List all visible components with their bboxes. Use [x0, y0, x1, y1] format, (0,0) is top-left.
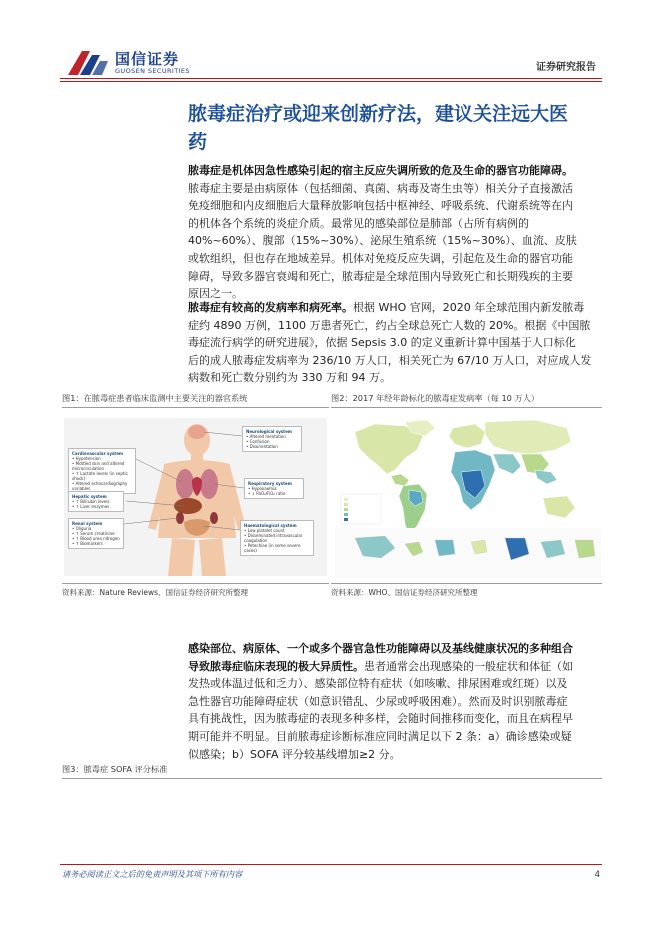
paragraph-1-line: 脓毒症主要是由病原体（包括细菌、真菌、病毒及寄生虫等）相关分子直接激活	[188, 181, 573, 195]
paragraph-1-line: 免疫细胞和内皮细胞后大量释放影响包括中枢神经、呼吸系统、代谢系统等在内	[188, 199, 573, 213]
respiratory-box	[244, 478, 304, 499]
figure-3-top-rule	[62, 778, 602, 779]
neurological-title: Neurological system	[246, 429, 292, 434]
figure-2-world-map	[335, 414, 601, 578]
neurological-item: • Confusion	[246, 439, 270, 444]
paragraph-3-line: 患者通常会出现感染的一般症状和体征（如	[364, 659, 573, 673]
page-title	[188, 100, 603, 156]
respiratory-title: Respiratory system	[248, 481, 292, 486]
report-type-label: 证券研究报告	[536, 62, 596, 73]
renal-title: Renal system	[72, 521, 103, 526]
hepatic-item: • ↑ Liver enzymes	[72, 504, 110, 509]
figure-1-top-rule	[62, 407, 329, 408]
paragraph-3-line: 急性器官功能障碍症状（如意识错乱、少尿或呼吸困难）。然而及时识别脓毒症	[188, 694, 568, 708]
respiratory-item: • ↓ PaO₂/FiO₂ ratio	[248, 491, 286, 496]
cardiovascular-item: • ↑ Lactate levels (in septic shock)	[72, 471, 128, 481]
paragraph-1-line: 障碍，导致多器官衰竭和死亡，脓毒症是全球范围内导致死亡和长期残疾的主要	[188, 269, 573, 283]
logo-text-en: GUOSEN SECURITIES	[115, 67, 190, 75]
neurological-item: • Altered mentation	[246, 434, 286, 439]
paragraph-1-lead: 脓毒症是机体因急性感染引起的宿主反应失调所致的危及生命的器官功能障碍。	[188, 164, 573, 177]
figure-1-bottom-rule	[62, 583, 329, 584]
paragraph-2-lead: 脓毒症有较高的发病率和病死率。	[188, 301, 353, 314]
haematological-item: • Petechiae (in some severe cases)	[244, 543, 301, 553]
figure-2-bottom-rule	[331, 583, 602, 584]
cardiovascular-box	[68, 448, 136, 494]
paragraph-3-line: 似感染；b）SOFA 评分较基线增加≥2 分。	[188, 747, 401, 761]
paragraph-3	[188, 640, 602, 763]
logo-text-cn: 国信证券	[115, 50, 180, 68]
cardiovascular-title: Cardiovascular system	[72, 451, 124, 456]
paragraph-2-line: 症约 4890 万例，1100 万患者死亡，约占全球总死亡人数的 20%。根据《中国脓	[188, 318, 591, 332]
neurological-item: • Disorientation	[246, 444, 278, 449]
paragraph-2-line: 病数和死亡数分别约为 330 万和 94 万。	[188, 371, 391, 385]
paragraph-2	[188, 299, 602, 387]
header-divider	[60, 78, 602, 79]
footer-divider	[60, 864, 602, 865]
haematological-item: • Disseminated intravascular coagulation	[244, 533, 303, 543]
paragraph-2-line: 根据 WHO 官网，2020 年全球范围内新发脓毒	[353, 301, 585, 314]
header-divider-thin	[60, 81, 602, 82]
paragraph-1	[188, 162, 602, 303]
haematological-item: • Low platelet count	[244, 528, 285, 533]
figure-1-source: 资料来源：Nature Reviews、国信证券经济研究所整理	[62, 588, 248, 597]
paragraph-3-lead: 导致脓毒症临床表现的极大异质性。	[188, 659, 364, 673]
page-title-line1: 脓毒症治疗或迎来创新疗法，建议关注远大医	[188, 103, 569, 125]
logo-mark-icon	[66, 47, 110, 79]
paragraph-3-lead: 感染部位、病原体、一个或多个器官急性功能障碍以及基线健康状况的多种组合	[188, 642, 573, 655]
paragraph-3-line: 期可能并不明显。目前脓毒症诊断标准应同时满足以下 2 条：a）确诊感染或疑	[188, 729, 572, 743]
cardiovascular-item: • Mottled skin and altered microcirculation	[72, 461, 125, 471]
figure-2-caption: 图2：2017 年经年龄标化的脓毒症发病率（每 10 万人）	[331, 393, 540, 403]
cardiovascular-item: • Hypotension	[72, 456, 101, 461]
renal-item: • ↑ Serum creatinine	[72, 531, 115, 536]
figure-2-source: 资料来源：WHO、国信证券经济研究所整理	[331, 588, 478, 597]
renal-item: • ↑ Blood urea nitrogen	[72, 536, 120, 541]
page-number: 4	[594, 870, 600, 880]
figure-2-top-rule	[331, 407, 602, 408]
paragraph-2-line: 毒症流行病学的研究进展》，依据 Sepsis 3.0 的定义重新计算中国基于人口标化	[188, 336, 576, 350]
figure-3-caption: 图3：脓毒症 SOFA 评分标准	[62, 764, 168, 774]
page-title-line2: 药	[188, 131, 208, 153]
figure-1-caption: 图1：在脓毒症患者临床监测中主要关注的器官系统	[62, 393, 248, 403]
paragraph-3-line: 具有挑战性，因为脓毒症的表现多种多样，会随时间推移而变化，而且在病程早	[188, 712, 573, 726]
renal-box	[68, 518, 124, 549]
paragraph-1-line: 或软组织，但也存在地域差异。机体对免疫反应失调，引起危及生命的器官功能	[188, 251, 573, 265]
figure-1-organ-diagram	[64, 418, 327, 576]
paragraph-3-line: 发热或体温过低和乏力）、感染部位特有症状（如咳嗽、排尿困难或红斑）以及	[188, 677, 568, 691]
world-map-icon	[335, 414, 601, 578]
hepatic-title: Hepatic system	[72, 494, 107, 499]
haematological-title: Haematological system	[244, 523, 297, 528]
paragraph-1-line: 40%~60%）、腹部（15%~30%）、泌尿生殖系统（15%~30%）、血流、皮肤	[188, 234, 577, 248]
footer-disclaimer: 请务必阅读正文之后的免责声明及其项下所有内容	[62, 869, 243, 879]
paragraph-1-line: 原因之一。	[188, 287, 243, 301]
cardiovascular-item: • Altered echocardiography variables	[72, 481, 128, 491]
paragraph-1-line: 的机体各个系统的炎症介质。最常见的感染部位是肺部（占所有病例的	[188, 216, 529, 230]
paragraph-2-line: 后的成人脓毒症发病率为 236/10 万人口，相关死亡为 67/10 万人口，对应成人发	[188, 353, 592, 367]
respiratory-item: • Hypoxaemia	[248, 486, 277, 491]
haematological-box	[240, 520, 314, 556]
renal-item: • ↑ Biomarkers	[72, 541, 103, 546]
hepatic-box	[68, 491, 124, 512]
hepatic-item: • ↑ Bilirubin levels	[72, 499, 110, 504]
renal-item: • Oliguria	[72, 526, 92, 531]
neurological-box	[242, 426, 302, 452]
